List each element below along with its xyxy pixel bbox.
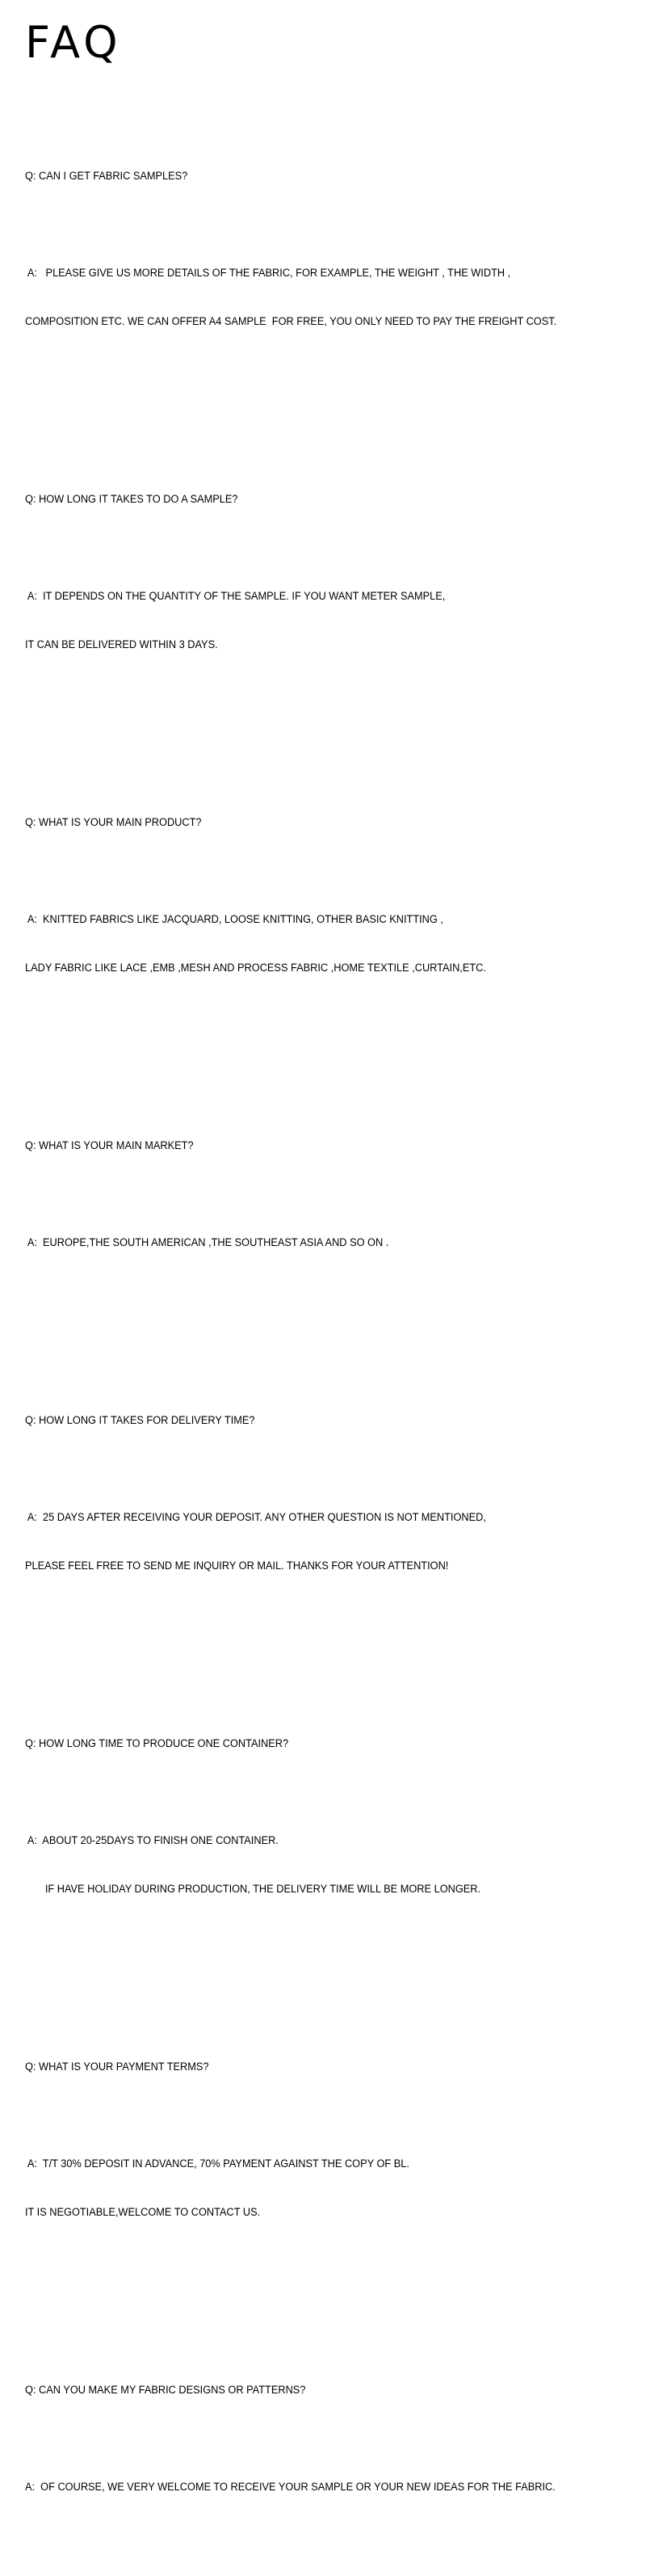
spacer (25, 685, 577, 701)
spacer (25, 1008, 577, 1025)
page-title: FAQ (25, 17, 122, 68)
faq-answer-line: LADY FABRIC LIKE LACE ,EMB ,MESH AND PROCESS FABRIC ,HOME TEXTILE ,CURTAIN,ETC. (25, 962, 486, 974)
faq-list (25, 87, 577, 2576)
faq-item (25, 1703, 577, 1978)
spacer (25, 1784, 577, 1800)
faq-answer-line: A: KNITTED FABRICS LIKE JACQUARD, LOOSE KNITTING, OTHER BASIC KNITTING , (25, 913, 443, 926)
faq-item (25, 782, 577, 1057)
spacer (25, 362, 577, 378)
faq-question: Q: HOW LONG IT TAKES TO DO A SAMPLE? (25, 493, 238, 506)
spacer (25, 2253, 577, 2269)
faq-answer-line: A: IT DEPENDS ON THE QUANTITY OF THE SAMPLE. IF YOU WANT METER SAMPLE, (25, 590, 446, 603)
faq-item (25, 2350, 577, 2528)
spacer (25, 1606, 577, 1623)
faq-item (25, 2027, 577, 2301)
faq-item (25, 1380, 577, 1655)
spacer (25, 217, 577, 233)
faq-answer-line: A: EUROPE,THE SOUTH AMERICAN ,THE SOUTHEAST ASIA AND SO ON . (25, 1236, 389, 1249)
faq-question: Q: HOW LONG TIME TO PRODUCE ONE CONTAINER? (25, 1737, 289, 1750)
faq-answer-line: IF HAVE HOLIDAY DURING PRODUCTION, THE DELIVERY TIME WILL BE MORE LONGER. (25, 1883, 481, 1896)
spacer (25, 863, 577, 879)
faq-question: Q: HOW LONG IT TAKES FOR DELIVERY TIME? (25, 1414, 255, 1427)
faq-answer-line: A: PLEASE GIVE US MORE DETAILS OF THE FABRIC, FOR EXAMPLE, THE WEIGHT , THE WIDTH , (25, 267, 511, 280)
faq-answer-line: A: T/T 30% DEPOSIT IN ADVANCE, 70% PAYMENT AGAINST THE COPY OF BL. (25, 2157, 409, 2170)
spacer (25, 540, 577, 556)
faq-answer-line: A: ABOUT 20-25DAYS TO FINISH ONE CONTAINER. (25, 1834, 279, 1847)
faq-answer-line: IT IS NEGOTIABLE,WELCOME TO CONTACT US. (25, 2206, 261, 2219)
spacer (25, 1283, 577, 1299)
faq-question: Q: CAN I GET FABRIC SAMPLES? (25, 170, 188, 183)
faq-answer-line: COMPOSITION ETC. WE CAN OFFER A4 SAMPLE FOR FREE, YOU ONLY NEED TO PAY THE FREIGHT COST. (25, 315, 557, 328)
spacer (25, 2107, 577, 2124)
spacer (25, 1461, 577, 1477)
spacer (25, 1186, 577, 1202)
faq-answer-line: A: OF COURSE, WE VERY WELCOME TO RECEIVE YOUR SAMPLE OR YOUR NEW IDEAS FOR THE FABRIC. (25, 2481, 556, 2494)
faq-item (25, 459, 577, 734)
faq-question: Q: CAN YOU MAKE MY FABRIC DESIGNS OR PATTERNS? (25, 2384, 306, 2397)
faq-answer-line: A: 25 DAYS AFTER RECEIVING YOUR DEPOSIT. ANY OTHER QUESTION IS NOT MENTIONED, (25, 1511, 486, 1524)
spacer (25, 2431, 577, 2447)
faq-question: Q: WHAT IS YOUR MAIN MARKET? (25, 1139, 194, 1152)
faq-answer-line: PLEASE FEEL FREE TO SEND ME INQUIRY OR MAIL. THANKS FOR YOUR ATTENTION! (25, 1559, 449, 1572)
faq-item (25, 136, 577, 410)
faq-question: Q: WHAT IS YOUR PAYMENT TERMS? (25, 2060, 209, 2073)
spacer (25, 1930, 577, 1946)
faq-item (25, 1105, 577, 1332)
faq-question: Q: WHAT IS YOUR MAIN PRODUCT? (25, 816, 202, 829)
faq-answer-line: IT CAN BE DELIVERED WITHIN 3 DAYS. (25, 638, 218, 651)
